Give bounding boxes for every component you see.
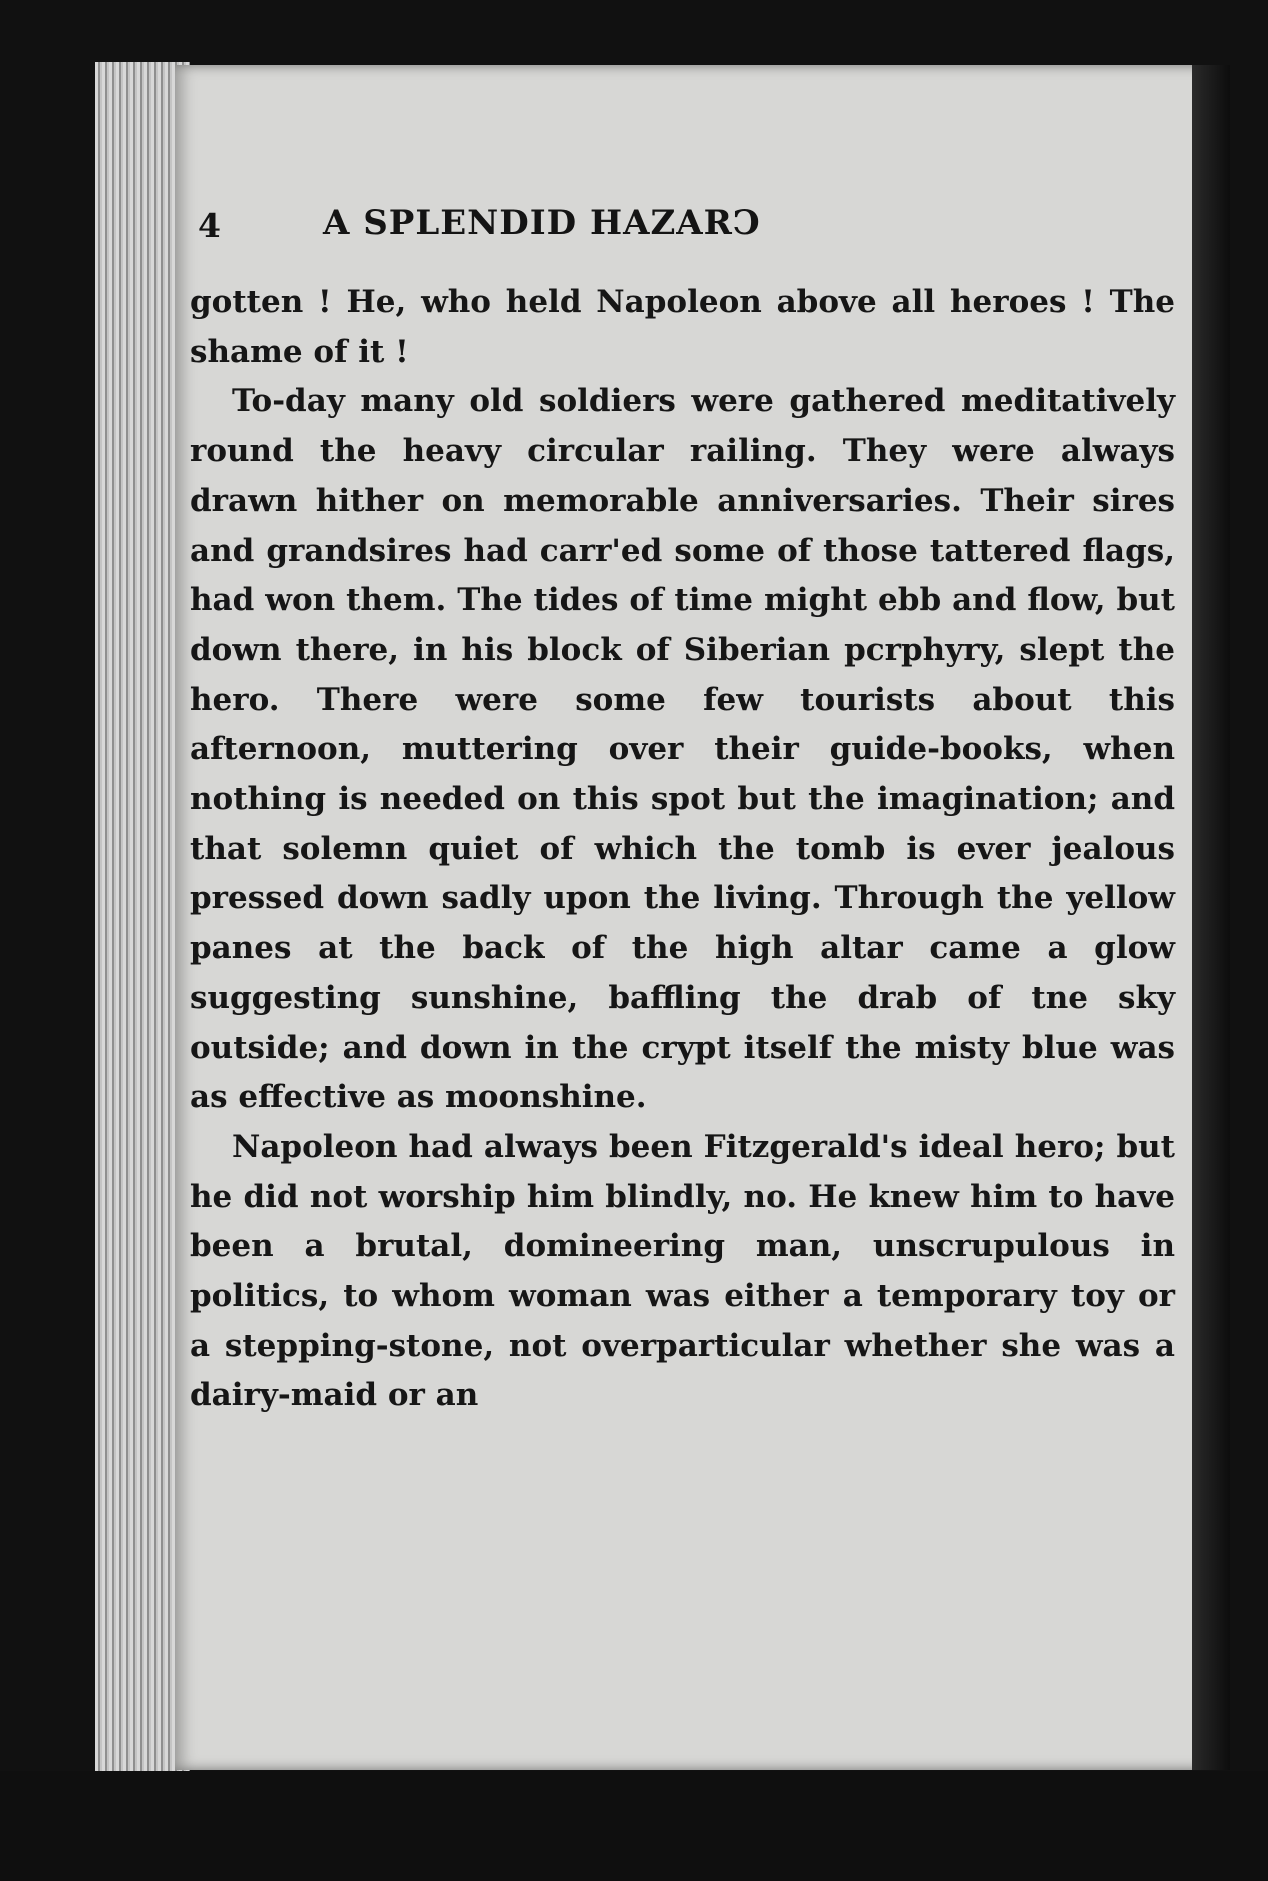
paragraph: Napoleon had always been Fitzgerald's ideal hero; but he did not worship him blindly, no. He knew him to have been a brutal, domineering man, unscrupulous in politics, to whom woman was either a temporary toy or a stepping-stone, not overparticular whether she was a dairy-maid or an	[190, 1128, 1175, 1414]
page-header	[198, 200, 998, 260]
page-number: 4	[198, 206, 221, 245]
scan-background	[0, 1771, 1268, 1881]
page-shadow-edge	[1192, 65, 1230, 1770]
paragraph: gotten ! He, who held Napoleon above all heroes ! The shame of it !	[190, 284, 1175, 370]
running-title: A SPLENDID HAZARↃ	[323, 203, 761, 243]
paragraph: To-day many old soldiers were gathered meditatively round the heavy circular railing. They were always drawn hither on memorable anniversaries. Their sires and grandsires had carr'ed some of those tattered flags, had won them. The tides of time might ebb and flow, but down there, in his block of Siberian pcrphyry, slept the hero. There were some few tourists about this afternoon, muttering over their guide-books, when nothing is needed on this spot but the imagination; and that solemn quiet of which the tomb is ever jealous pressed down sadly upon the living. Through the yellow panes at the back of the high altar came a glow suggesting sunshine, baffling the drab of tne sky outside; and down in the crypt itself the misty blue was as effective as moonshine.	[190, 383, 1175, 1116]
body-text	[190, 278, 1175, 1421]
